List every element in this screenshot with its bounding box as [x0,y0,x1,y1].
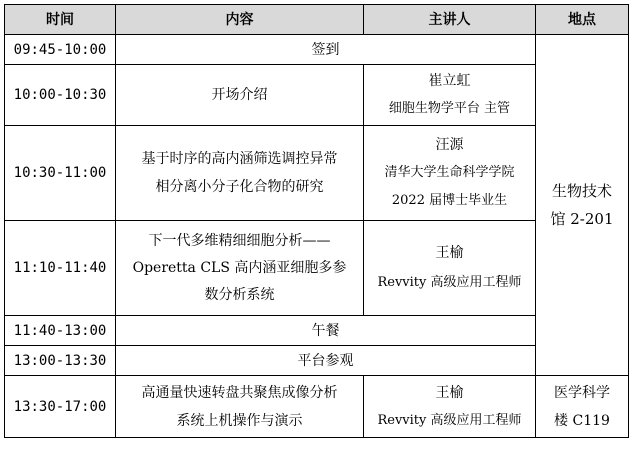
content-cell [116,346,536,376]
header-location: 地点 [536,5,629,35]
time-cell: 13:00-13:30 [5,346,116,376]
content-cell [116,65,364,126]
location-line: 医学科学 [554,384,610,401]
table-row [5,65,629,126]
table-row [5,316,629,346]
header-speaker: 主讲人 [364,5,536,35]
schedule-table [4,4,629,438]
speaker-cell [364,221,536,316]
speaker-cell [364,126,536,221]
content-line: 数分析系统 [204,286,275,303]
time-cell: 10:30-11:00 [5,126,116,221]
header-time: 时间 [5,5,116,35]
content-line: 系统上机操作与演示 [176,412,303,429]
table-row [5,346,629,376]
speaker-name: 崔立虹 [428,73,471,89]
location-cell [536,35,629,376]
content-cell [116,221,364,316]
speaker-title: 2022 届博士毕业生 [391,193,508,208]
header-content: 内容 [116,5,364,35]
speaker-name: 王榆 [435,384,464,401]
header-row [5,5,629,35]
time-cell: 10:00-10:30 [5,65,116,126]
content-line: 高通量快速转盘共聚焦成像分析 [141,384,338,401]
content-cell [116,35,536,65]
content-line: 开场介绍 [211,87,268,103]
table-row [5,35,629,65]
speaker-title: Revvity 高级应用工程师 [377,275,522,290]
time-cell: 09:45-10:00 [5,35,116,65]
location-line: 生物技术 [551,182,612,200]
time-cell: 13:30-17:00 [5,376,116,438]
speaker-affiliation: 清华大学生命科学学院 [384,165,515,180]
location-cell [536,376,629,438]
speaker-name: 王榆 [435,245,464,261]
time-cell: 11:40-13:00 [5,316,116,346]
time-cell: 11:10-11:40 [5,221,116,316]
content-line: 相分离小分子化合物的研究 [155,179,324,195]
table-row [5,376,629,438]
location-line: 馆 2-201 [550,210,614,228]
content-cell [116,316,536,346]
content-line: 平台参观 [297,352,354,369]
content-line: 签到 [311,41,340,58]
content-line: 基于时序的高内涵筛选调控异常 [141,151,338,167]
speaker-name: 汪源 [435,137,464,153]
content-line: Operetta CLS 高内涵亚细胞多参 [132,259,347,276]
speaker-title: 细胞生物学平台 主管 [388,101,511,116]
content-line: 午餐 [311,322,340,339]
speaker-cell [364,376,536,438]
content-cell [116,126,364,221]
speaker-title: Revvity 高级应用工程师 [377,412,522,428]
table-row [5,221,629,316]
location-line: 楼 C119 [554,412,610,429]
table-row [5,126,629,221]
speaker-cell [364,65,536,126]
content-line: 下一代多维精细细胞分析—— [148,232,331,249]
content-cell [116,376,364,438]
